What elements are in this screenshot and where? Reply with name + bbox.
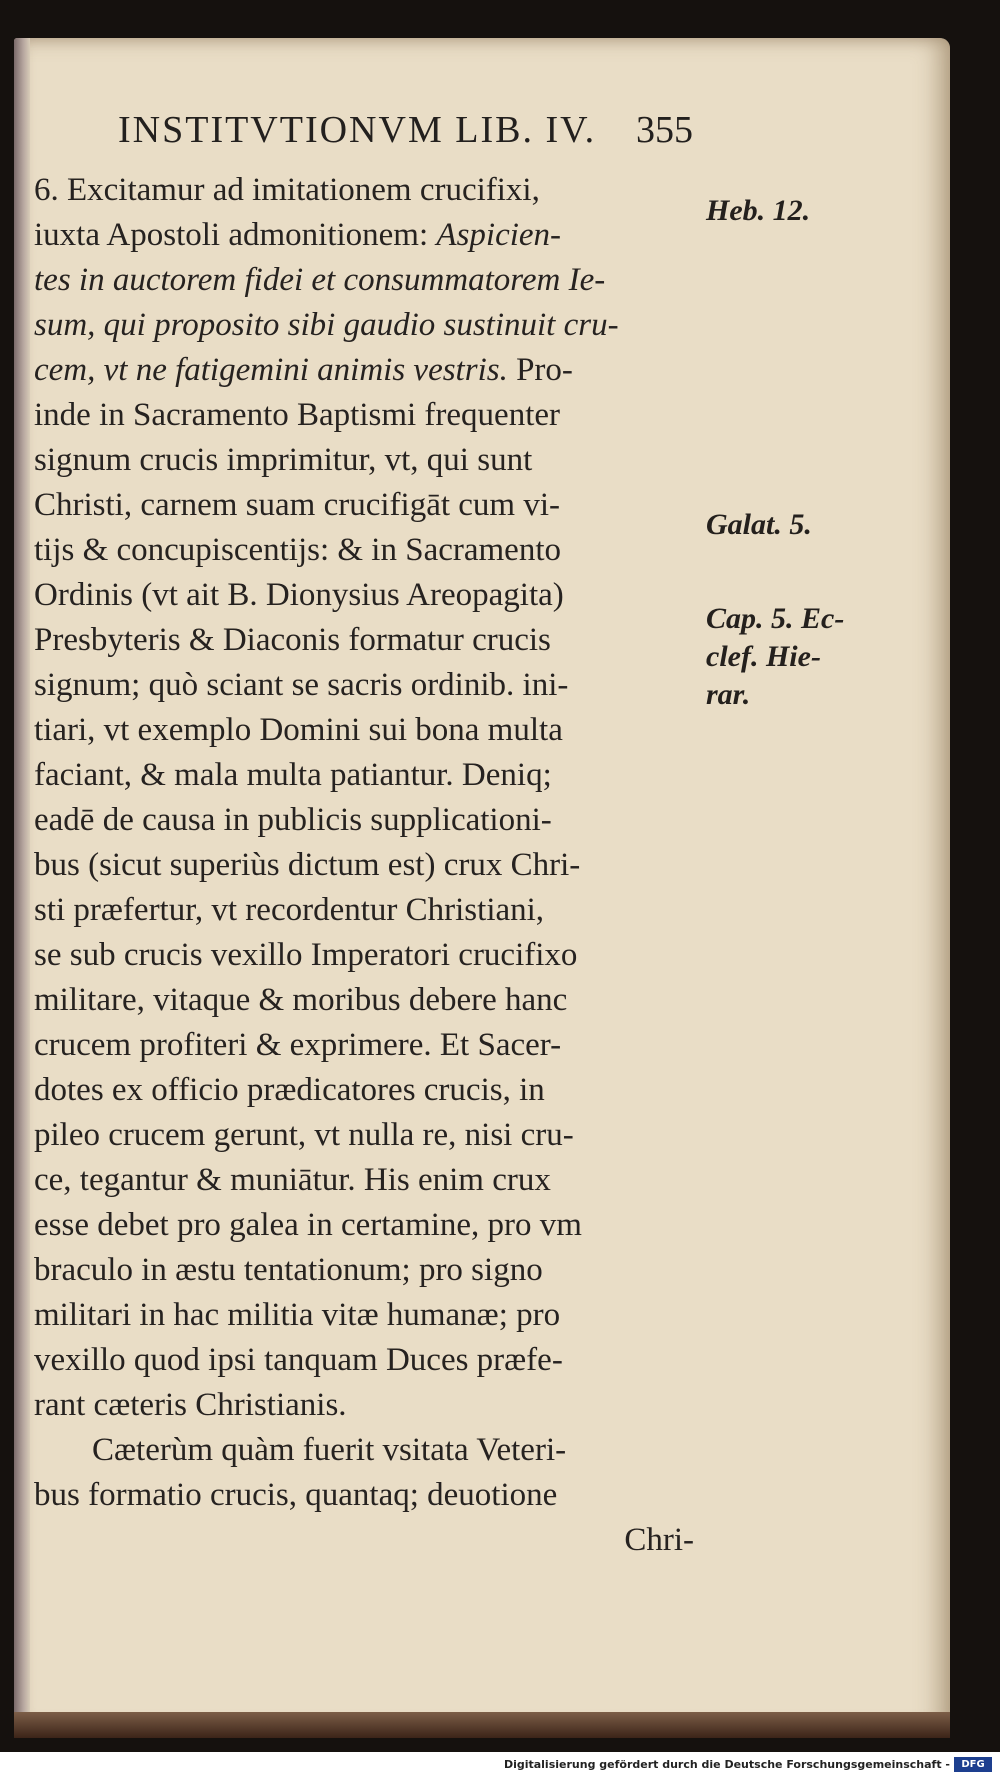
text-line: ce, tegantur & muniātur. His enim crux [34, 1162, 551, 1198]
scripture-quote-line: sum, qui proposito sibi gaudio sustinuit cru- [34, 307, 619, 343]
page-number: 355 [636, 109, 693, 151]
margin-note-galat: Galat. 5. [706, 508, 812, 541]
text-line: se sub crucis vexillo Imperatori crucifixo [34, 937, 578, 973]
paragraph-start-line: Cæterùm quàm fuerit vsitata Veteri- [92, 1432, 567, 1468]
text-line [34, 348, 694, 393]
text-line: Presbyteris & Diaconis formatur crucis [34, 622, 551, 658]
margin-note-line: Cap. 5. Ec- [706, 602, 845, 635]
scripture-quote: Aspicien- [436, 217, 562, 253]
text-line: bus formatio crucis, quantaq; deuotione [34, 1477, 558, 1513]
text-line: bus (sicut superiùs dictum est) crux Chri- [34, 847, 581, 883]
margin-note-line: rar. [706, 678, 751, 711]
scripture-quote: cem, vt ne fatigemini animis vestris. [34, 352, 508, 388]
text-line: militare, vitaque & moribus debere hanc [34, 982, 568, 1018]
text-span: iuxta Apostoli admonitionem: [34, 217, 437, 253]
text-line: tijs & concupiscentijs: & in Sacramento [34, 532, 561, 568]
text-line: sti præfertur, vt recordentur Christiani, [34, 892, 545, 928]
page-gutter [14, 38, 30, 1738]
text-line: braculo in æstu tentationum; pro signo [34, 1252, 543, 1288]
text-line: crucem profiteri & exprimere. Et Sacer- [34, 1027, 562, 1063]
text-line: Ordinis (vt ait B. Dionysius Areopagita) [34, 577, 564, 613]
text-line: dotes ex officio prædicatores crucis, in [34, 1072, 545, 1108]
catchword: Chri- [624, 1522, 694, 1558]
margin-note-heb: Heb. 12. [706, 194, 811, 227]
dfg-logo: DFG [954, 1757, 992, 1772]
text-line [34, 213, 694, 258]
text-line: rant cæteris Christianis. [34, 1387, 347, 1423]
text-span: Pro- [507, 352, 573, 388]
funding-notice: Digitalisierung gefördert durch die Deutsche Forschungsgemeinschaft - [503, 1758, 950, 1771]
text-line: eadē de causa in publicis supplicationi- [34, 802, 552, 838]
text-line: 6. Excitamur ad imitationem crucifixi, [34, 172, 540, 208]
text-line: pileo crucem gerunt, vt nulla re, nisi cru- [34, 1117, 574, 1153]
text-line: militari in hac militia vitæ humanæ; pro [34, 1297, 561, 1333]
text-line: vexillo quod ipsi tanquam Duces præfe- [34, 1342, 563, 1378]
text-line: signum crucis imprimitur, vt, qui sunt [34, 442, 533, 478]
text-line: inde in Sacramento Baptismi frequenter [34, 397, 561, 433]
margin-note-line: clef. Hie- [706, 640, 821, 673]
digitization-footer [0, 1752, 1000, 1780]
text-line: esse debet pro galea in certamine, pro vm [34, 1207, 582, 1243]
text-line: tiari, vt exemplo Domini sui bona multa [34, 712, 563, 748]
text-line: Christi, carnem suam crucifigāt cum vi- [34, 487, 561, 523]
text-line: signum; quò sciant se sacris ordinib. ini- [34, 667, 569, 703]
margin-note-cap [706, 600, 906, 714]
running-head: INSTITVTIONVM LIB. IV. [118, 109, 597, 151]
scripture-quote-line: tes in auctorem fidei et consummatorem Ie- [34, 262, 606, 298]
page-bottom-edge [14, 1712, 950, 1738]
text-line: faciant, & mala multa patiantur. Deniq; [34, 757, 552, 793]
body-text [34, 168, 694, 1563]
